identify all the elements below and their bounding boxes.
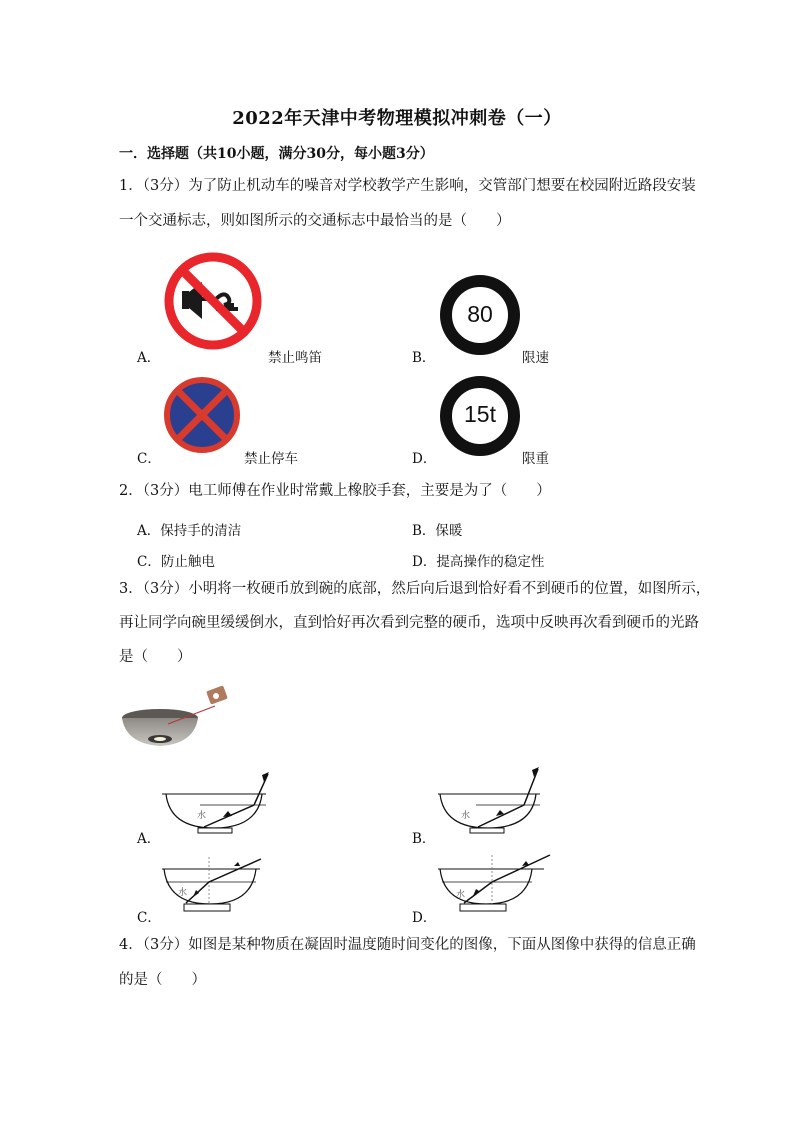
q2-line1: 2．（3分）电工师傅在作业时常戴上橡胶手套，主要是为了（ ）	[119, 483, 551, 499]
q1-line1: 1．（3分）为了防止机动车的噪音对学校教学产生影响，交管部门想要在校园附近路段安装	[119, 178, 696, 194]
q2-option-b[interactable]: B．保暖	[412, 523, 463, 539]
q3-option-c-ray-diagram	[160, 855, 270, 919]
section-heading: 一．选择题（共10小题，满分30分，每小题3分）	[119, 146, 434, 162]
q1-option-a-letter[interactable]: A．	[137, 350, 161, 366]
q3-option-b-ray-diagram	[436, 767, 551, 839]
q3-line1: 3．（3分）小明将一枚硬币放到碗的底部，然后向后退到恰好看不到硬币的位置，如图所示，	[119, 581, 711, 597]
q3-line2: 再让同学向碗里缓缓倒水，直到恰好再次看到完整的硬币，选项中反映再次看到硬币的光路	[119, 615, 699, 631]
q3-option-a-letter[interactable]: A．	[137, 831, 161, 847]
q1-option-c-caption: 禁止停车	[244, 451, 298, 467]
q1-option-a-caption: 禁止鸣笛	[268, 350, 322, 366]
page-title: 2022年天津中考物理模拟冲刺卷（一）	[232, 108, 562, 129]
bowl-photo-illustration	[120, 684, 232, 748]
water-label-c: 水	[178, 888, 188, 898]
water-label-b: 水	[461, 811, 471, 821]
q3-option-d-ray-diagram	[436, 851, 556, 919]
q3-option-d-letter[interactable]: D．	[412, 910, 437, 926]
q4-line1: 4．（3分）如图是某种物质在凝固时温度随时间变化的图像，下面从图像中获得的信息正确	[119, 937, 696, 953]
q1-option-c-letter[interactable]: C．	[137, 451, 161, 467]
water-label-a: 水	[197, 811, 207, 821]
q2-option-c[interactable]: C．防止触电	[137, 554, 215, 570]
q4-line2: 的是（ ）	[119, 972, 206, 988]
q3-line3: 是（ ）	[119, 649, 192, 665]
q1-option-b-caption: 限速	[522, 350, 549, 366]
q2-option-a[interactable]: A．保持手的清洁	[137, 523, 242, 539]
no-honking-sign-icon	[162, 251, 264, 351]
speed-limit-value: 80	[467, 301, 493, 327]
q1-option-d-caption: 限重	[522, 451, 549, 467]
q2-option-d[interactable]: D．提高操作的稳定性	[412, 554, 545, 570]
weight-limit-value: 15t	[464, 401, 496, 427]
q1-line2: 一个交通标志，则如图所示的交通标志中最恰当的是（ ）	[119, 213, 511, 229]
q3-option-b-letter[interactable]: B．	[412, 831, 436, 847]
q3-option-c-letter[interactable]: C．	[137, 910, 161, 926]
q1-option-d-letter[interactable]: D．	[412, 451, 437, 467]
q1-option-b-letter[interactable]: B．	[412, 350, 436, 366]
no-parking-sign-icon	[162, 376, 242, 454]
water-label-d: 水	[456, 890, 466, 900]
q3-option-a-ray-diagram	[160, 771, 275, 839]
